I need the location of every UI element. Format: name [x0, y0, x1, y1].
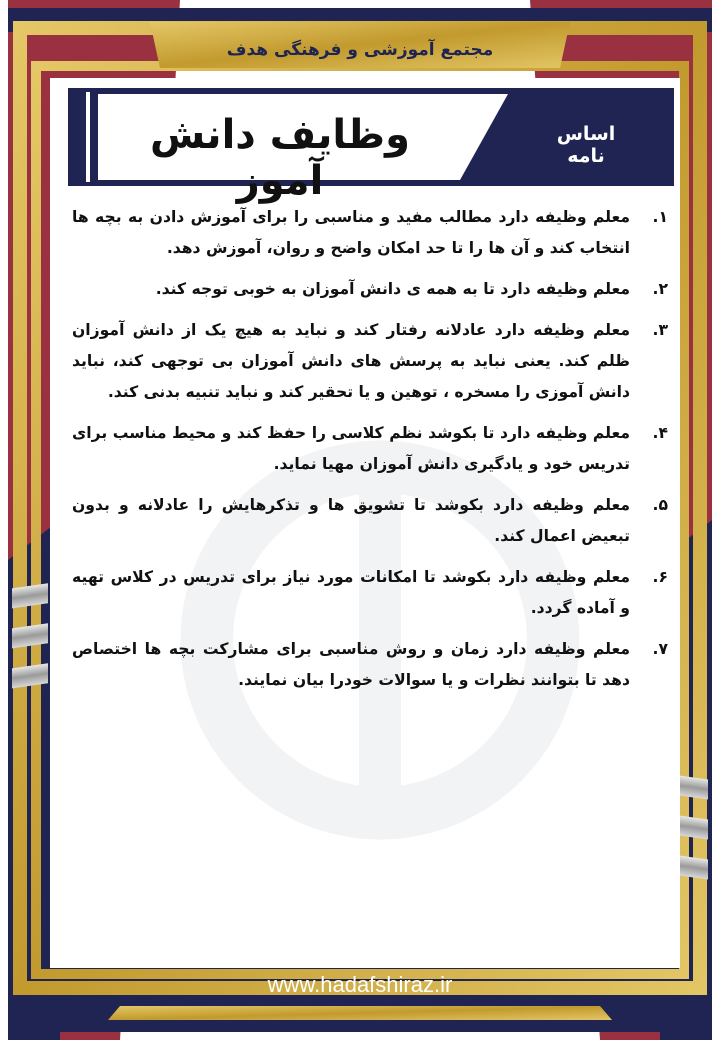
duty-item: [72, 634, 668, 696]
duty-text: معلم وظیفه دارد تا به همه ی دانش آموزان به خوبی توجه کند.: [155, 280, 630, 298]
duties-list: [72, 202, 668, 706]
duty-number: ۴.: [652, 424, 668, 442]
duty-number: ۵.: [652, 496, 668, 514]
duty-item: [72, 562, 668, 624]
duty-text: معلم وظیفه دارد مطالب مفید و مناسبی را برای آموزش دادن به بچه ها انتخاب کند و آن ها را تا حد امکان واضح و روان، آموزش دهد.: [72, 208, 630, 257]
page-title: وظایف دانش آموز: [150, 112, 410, 204]
duty-number: ۳.: [652, 321, 668, 339]
duty-text: معلم وظیفه دارد بکوشد تا امکانات مورد نیاز برای تدریس در کلاس تهیه و آماده گردد.: [72, 568, 630, 617]
duty-item: [72, 315, 668, 408]
duty-text: معلم وظیفه دارد تا بکوشد نظم کلاسی را حفظ کند و محیط مناسب برای تدریس خود و یادگیری دانش آموزان مهیا نماید.: [72, 424, 630, 473]
duty-number: ۱.: [652, 208, 668, 226]
website-url: www.hadafshiraz.ir: [267, 972, 453, 997]
duty-item: [72, 490, 668, 552]
duty-number: ۲.: [652, 280, 668, 298]
duty-text: معلم وظیفه دارد بکوشد تا تشویق ها و تذکرهایش را عادلانه و بدون تبعیض اعمال کند.: [72, 496, 630, 545]
duty-number: ۶.: [652, 568, 668, 586]
duty-text: معلم وظیفه دارد زمان و روش مناسبی برای مشارکت بچه ها اختصاص دهد تا بتوانند نظرات و یا سوالات خودرا بیان نمایند.: [72, 640, 630, 689]
duty-item: [72, 202, 668, 264]
organization-name: مجتمع آموزشی و فرهنگی هدف: [226, 40, 494, 60]
duty-item: [72, 274, 668, 305]
duty-text: معلم وظیفه دارد عادلانه رفتار کند و نباید به هیچ یک از دانش آموزان ظلم کند. یعنی نباید به پرسش های دانش آموزان بی توجهی کند، نباید دانش آموزی را مسخره ، توهین و یا تحقیر کند و نباید تنبیه بدنی کند.: [72, 321, 630, 401]
duty-number: ۷.: [652, 640, 668, 658]
duty-item: [72, 418, 668, 480]
subtitle: اساس نامه: [556, 123, 616, 167]
